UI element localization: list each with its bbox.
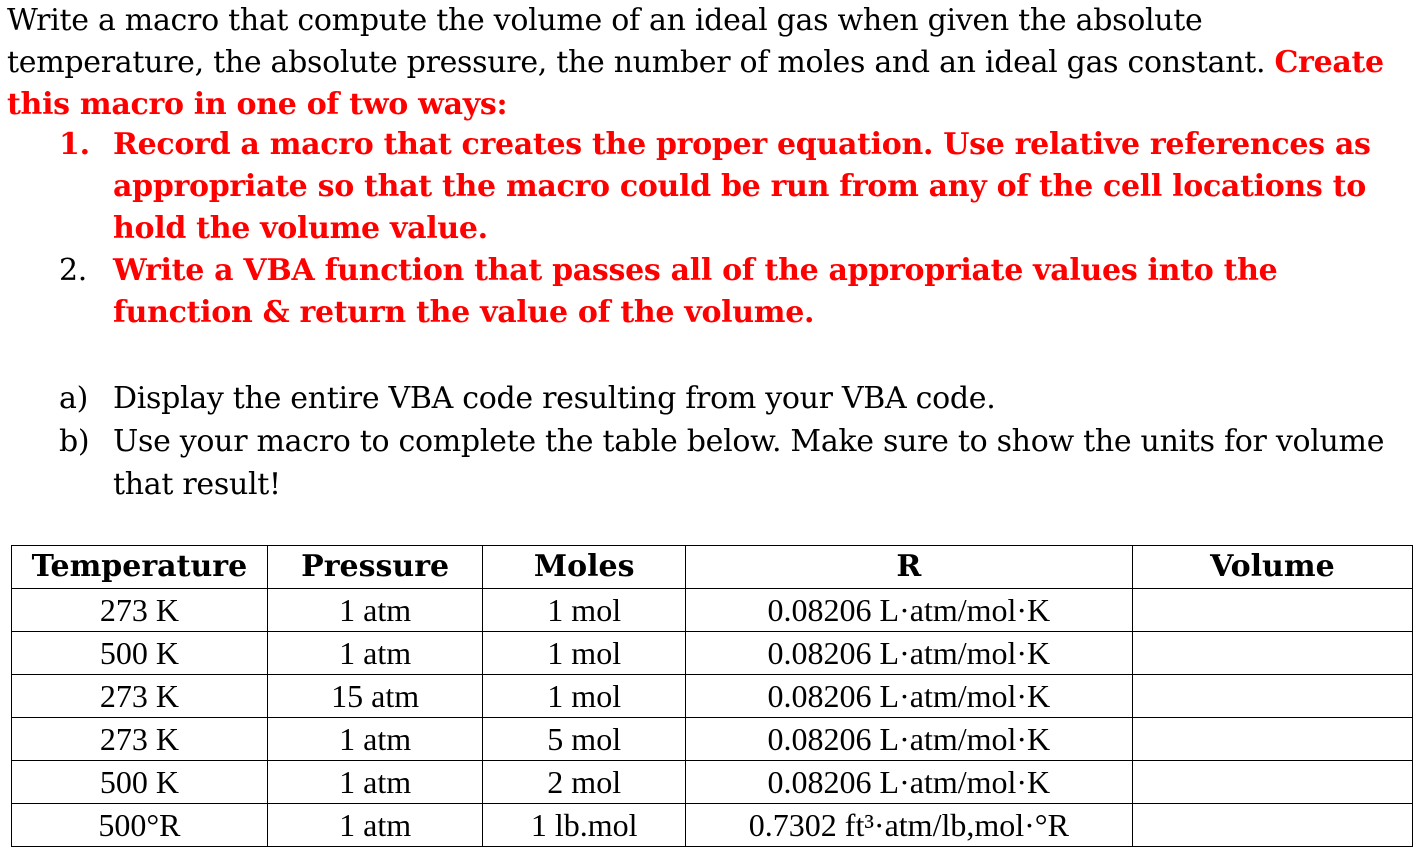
task-item (7, 377, 1407, 420)
cell-r: 0.08206 L·atm/mol·K (685, 675, 1132, 718)
cell-volume[interactable] (1132, 675, 1412, 718)
header-pressure: Pressure (267, 546, 483, 589)
cell-r: 0.08206 L·atm/mol·K (685, 589, 1132, 632)
cell-moles: 1 mol (483, 675, 685, 718)
cell-moles: 2 mol (483, 761, 685, 804)
cell-moles: 1 mol (483, 589, 685, 632)
intro-emphasis: Create this macro in one of two ways: (7, 45, 1384, 122)
cell-r: 0.7302 ft³·atm/lb,mol·°R (685, 804, 1132, 847)
cell-r: 0.08206 L·atm/mol·K (685, 632, 1132, 675)
cell-volume[interactable] (1132, 804, 1412, 847)
method-number: 1. (59, 127, 90, 162)
cell-r: 0.08206 L·atm/mol·K (685, 761, 1132, 804)
cell-temperature: 500 K (12, 632, 268, 675)
cell-moles: 5 mol (483, 718, 685, 761)
method-text: Record a macro that creates the proper equation. Use relative references as appropriate so that the macro could be run from any of the cell locations to hold the volume value. (113, 127, 1371, 246)
table-row (12, 589, 1413, 632)
cell-temperature: 500°R (12, 804, 268, 847)
cell-volume[interactable] (1132, 589, 1412, 632)
cell-volume[interactable] (1132, 632, 1412, 675)
cell-pressure: 1 atm (267, 718, 483, 761)
cell-volume[interactable] (1132, 718, 1412, 761)
cell-volume[interactable] (1132, 761, 1412, 804)
header-temperature: Temperature (12, 546, 268, 589)
cell-temperature: 500 K (12, 761, 268, 804)
method-item (7, 250, 1417, 334)
table-row (12, 675, 1413, 718)
header-r: R (685, 546, 1132, 589)
task-list (7, 377, 1407, 506)
cell-pressure: 1 atm (267, 761, 483, 804)
task-letter: a) (59, 381, 88, 416)
question-intro (7, 0, 1407, 126)
cell-moles: 1 lb.mol (483, 804, 685, 847)
task-text: Display the entire VBA code resulting from your VBA code. (113, 381, 996, 416)
method-text: Write a VBA function that passes all of the appropriate values into the function & return the value of the volume. (113, 253, 1278, 330)
cell-temperature: 273 K (12, 675, 268, 718)
cell-pressure: 1 atm (267, 589, 483, 632)
table-row (12, 718, 1413, 761)
method-item (7, 124, 1417, 250)
cell-moles: 1 mol (483, 632, 685, 675)
cell-temperature: 273 K (12, 718, 268, 761)
table-row (12, 761, 1413, 804)
cell-pressure: 1 atm (267, 804, 483, 847)
cell-r: 0.08206 L·atm/mol·K (685, 718, 1132, 761)
table-row (12, 804, 1413, 847)
task-text: Use your macro to complete the table below. Make sure to show the units for volume that result! (113, 424, 1385, 502)
header-volume: Volume (1132, 546, 1412, 589)
table-header-row (12, 546, 1413, 589)
cell-temperature: 273 K (12, 589, 268, 632)
table-row (12, 632, 1413, 675)
intro-text: Write a macro that compute the volume of an ideal gas when given the absolute temperature, the absolute pressure, the number of moles and an ideal gas constant. (7, 3, 1275, 80)
cell-pressure: 15 atm (267, 675, 483, 718)
header-moles: Moles (483, 546, 685, 589)
cell-pressure: 1 atm (267, 632, 483, 675)
method-number: 2. (59, 253, 88, 288)
task-letter: b) (59, 424, 90, 459)
task-item (7, 420, 1407, 506)
ideal-gas-table (11, 545, 1413, 847)
method-list (7, 124, 1417, 334)
